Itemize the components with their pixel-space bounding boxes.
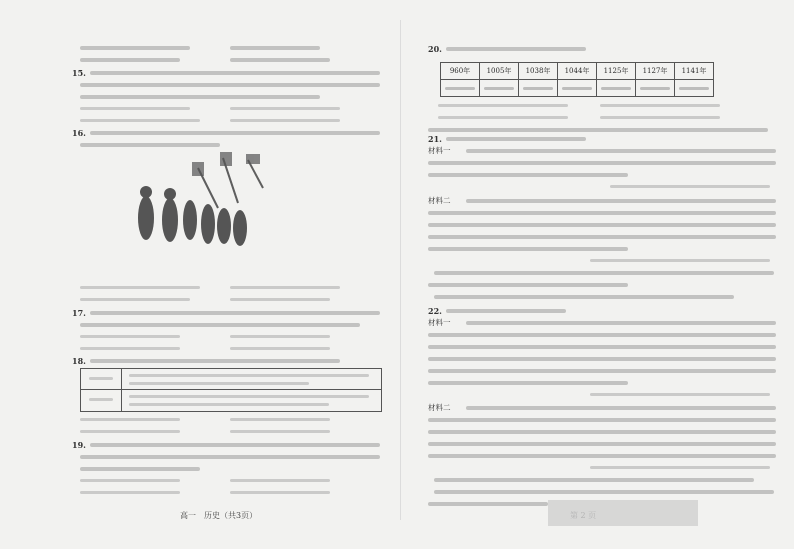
year-cell: 1127年 — [636, 63, 675, 80]
year-cell: 1044年 — [558, 63, 597, 80]
text-line — [230, 298, 330, 301]
event-row — [441, 80, 714, 97]
text-line — [80, 107, 190, 110]
question-number: 16. — [72, 128, 86, 138]
question-number: 21. — [428, 134, 442, 144]
text-line — [446, 47, 586, 51]
text-line — [230, 286, 340, 289]
question-number: 18. — [72, 356, 86, 366]
text-line — [80, 46, 190, 50]
material-label: 材料二 — [428, 196, 451, 205]
left-column — [0, 0, 390, 549]
text-line — [80, 143, 220, 147]
text-line — [90, 311, 380, 315]
text-line — [80, 298, 190, 301]
text-line — [230, 58, 330, 62]
text-line — [80, 467, 200, 471]
text-line — [80, 95, 320, 99]
text-line — [230, 46, 320, 50]
year-cell: 1141年 — [675, 63, 714, 80]
text-line — [80, 58, 180, 62]
year-cell: 960年 — [441, 63, 480, 80]
text-line — [90, 359, 340, 363]
mural-illustration — [128, 148, 278, 268]
text-line — [230, 119, 340, 122]
text-line — [80, 418, 180, 421]
text-line — [80, 347, 180, 350]
question-number: 19. — [72, 440, 86, 450]
question-number: 15. — [72, 68, 86, 78]
year-cell: 1005年 — [480, 63, 519, 80]
year-cell: 1125年 — [597, 63, 636, 80]
text-line — [80, 491, 180, 494]
text-line — [230, 107, 340, 110]
text-line — [90, 131, 380, 135]
text-line — [230, 491, 330, 494]
text-line — [80, 455, 380, 459]
year-table — [440, 62, 714, 97]
question-number: 22. — [428, 306, 442, 316]
text-line — [230, 347, 330, 350]
question-number: 17. — [72, 308, 86, 318]
footer-left: 高一 历史（共3页） — [180, 511, 258, 520]
text-line — [230, 479, 330, 482]
text-line — [80, 119, 200, 122]
text-line — [80, 335, 180, 338]
text-line — [80, 479, 180, 482]
question-number: 20. — [428, 44, 442, 54]
policy-table — [80, 368, 382, 412]
text-line — [90, 443, 380, 447]
text-line — [80, 83, 380, 87]
year-row — [441, 63, 714, 80]
year-cell: 1038年 — [519, 63, 558, 80]
page-divider — [400, 20, 401, 520]
text-line — [80, 323, 360, 327]
watermark-patch — [548, 500, 698, 526]
text-line — [230, 335, 330, 338]
text-line — [80, 286, 200, 289]
material-label: 材料二 — [428, 403, 451, 412]
text-line — [230, 430, 330, 433]
material-label: 材料一 — [428, 318, 451, 327]
material-label: 材料一 — [428, 146, 451, 155]
text-line — [90, 71, 380, 75]
text-line — [230, 418, 330, 421]
text-line — [80, 430, 180, 433]
